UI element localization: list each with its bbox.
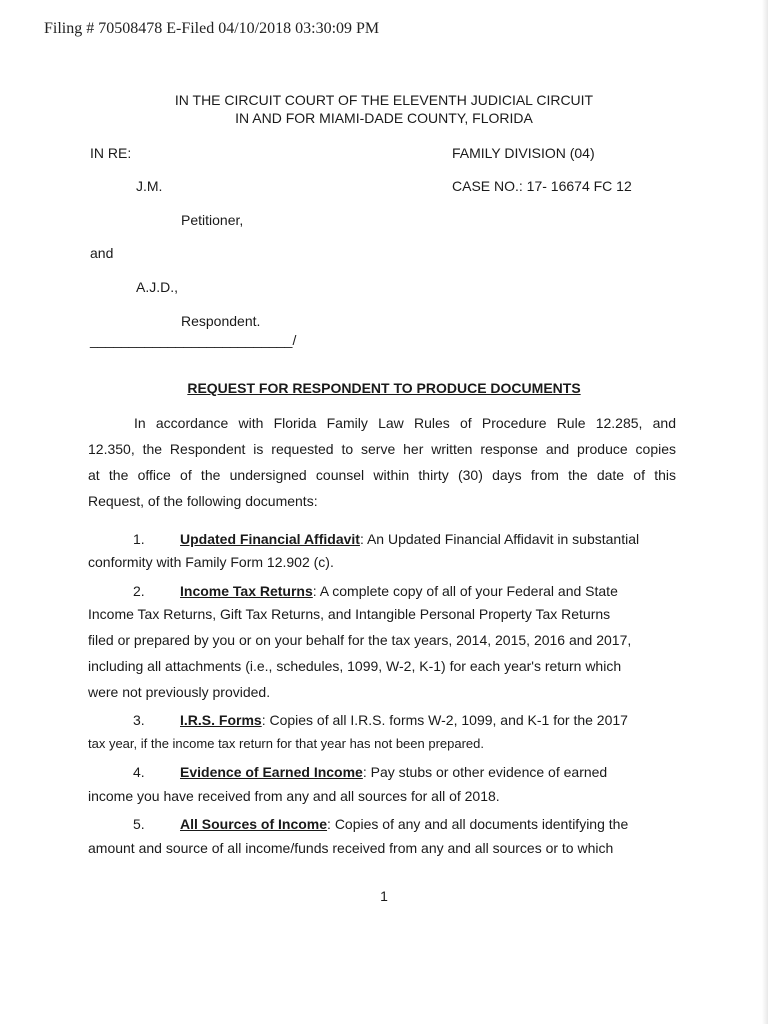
item-first-line [180,764,607,780]
intro-line: 12.350, the Respondent is requested to serve her written response and produce copies [88,441,676,457]
item-heading: Income Tax Returns [180,583,313,599]
item-number: 3. [133,712,145,728]
court-name-line-1: IN THE CIRCUIT COURT OF THE ELEVENTH JUDICIAL CIRCUIT [174,92,594,108]
item-number: 5. [133,816,145,832]
item-number: 4. [133,764,145,780]
item-heading: All Sources of Income [180,816,328,832]
document-title: REQUEST FOR RESPONDENT TO PRODUCE DOCUMENTS [187,380,581,396]
respondent-name: A.J.D., [136,279,179,295]
item-first-line [180,816,628,832]
item-number: 1. [133,531,145,547]
item-heading: Updated Financial Affidavit [180,531,360,547]
item-line: income you have received from any and all sources for all of 2018. [88,788,500,804]
item-line: Income Tax Returns, Gift Tax Returns, and Intangible Personal Property Tax Returns [88,606,611,622]
item-number: 2. [133,583,145,599]
item-line: tax year, if the income tax return for that year has not been prepared. [88,736,485,751]
scan-edge-shadow [762,0,768,1024]
item-line: amount and source of all income/funds received from any and all sources or to which [88,840,614,856]
item-first-line [180,583,618,599]
case-number: CASE NO.: 17- 16674 FC 12 [452,178,632,194]
item-first-line [180,712,628,728]
and-conjunction: and [90,245,114,261]
item-line: were not previously provided. [88,684,271,700]
division-label: FAMILY DIVISION (04) [452,145,595,161]
intro-paragraph [88,410,676,514]
item-heading: I.R.S. Forms [180,712,262,728]
item-line: including all attachments (i.e., schedules, 1099, W-2, K-1) for each year's return which [88,658,622,674]
in-re-label: IN RE: [90,145,132,161]
intro-line: Request, of the following documents: [88,493,318,509]
item-first-text: : A complete copy of all of your Federal and State [312,583,618,599]
item-line: conformity with Family Form 12.902 (c). [88,554,334,570]
item-first-line [180,531,639,547]
item-first-text: : Copies of all I.R.S. forms W-2, 1099, and K-1 for the 2017 [261,712,628,728]
caption-divider-line: __________________________/ [90,332,297,348]
item-first-text: : Pay stubs or other evidence of earned [362,764,608,780]
item-heading: Evidence of Earned Income [180,764,363,780]
intro-line: In accordance with Florida Family Law Rules of Procedure Rule 12.285, and [134,415,676,431]
respondent-role: Respondent. [181,313,261,329]
court-name-line-2: IN AND FOR MIAMI-DADE COUNTY, FLORIDA [235,110,533,126]
petitioner-name: J.M. [136,178,163,194]
item-first-text: : An Updated Financial Affidavit in substantial [359,531,640,547]
intro-line: at the office of the undersigned counsel within thirty (30) days from the date of this [88,467,676,483]
petitioner-role: Petitioner, [181,212,244,228]
filing-header: Filing # 70508478 E-Filed 04/10/2018 03:30:09 PM [44,20,380,37]
page-number: 1 [380,888,388,904]
item-first-text: : Copies of any and all documents identifying the [327,816,629,832]
item-line: filed or prepared by you or on your behalf for the tax years, 2014, 2015, 2016 and 2017, [88,632,632,648]
